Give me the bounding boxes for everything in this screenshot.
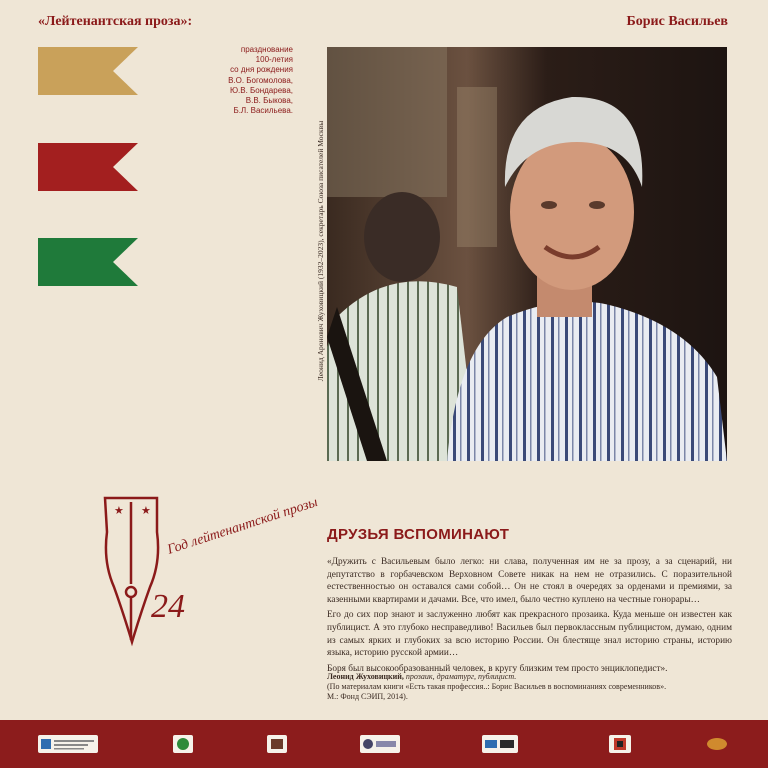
source-note: (По материалам книги «Есть такая профессия..: Борис Васильев в воспоминаниях современников».: [327, 682, 667, 691]
svg-text:Год лейтенантской прозы: Год лейтенантской прозы: [165, 494, 320, 558]
portrait-photo: [327, 47, 727, 461]
partner-logo-icon: [360, 735, 400, 753]
pen-club-logo-icon: [482, 735, 518, 753]
footer-bar: [0, 720, 768, 768]
series-title: «Лейтенантская проза»:: [38, 14, 193, 29]
year-of-lieutenant-prose-emblem-icon: [95, 492, 325, 662]
ministry-logo-icon: [173, 735, 193, 753]
svg-text:24: 24: [151, 588, 185, 625]
ornament-logo-icon: [706, 735, 728, 753]
red-flag-icon: [38, 143, 138, 191]
quote-paragraph: Его до сих пор знают и заслуженно любят как прекрасного прозаика. Куда меньше он известен как публицист. А это глубоко несправедливо! Васильев был первоклассным публицистом, думаю, одним из самых ярких и глубоких за всю историю России. Он блестяще знал историю страны, историю языка, историю русской армии…: [327, 610, 732, 659]
publisher-logo-icon: [609, 735, 631, 753]
quote-paragraph: «Дружить с Васильевым было легко: ни слава, полученная им не за прозу, а за сценарий, ни депутатство в горбачевском Верховном Совете никак на нем не отразились. С поразительной естественностью он оставался сами собой… Он не стоял в очередях за орденами и премиями, за казенными квартирами и дачами. Все, что имел, было честно куплено на честные гонорары…: [327, 557, 732, 605]
signature-block: [327, 672, 732, 702]
presidential-grants-fund-logo-icon: [38, 735, 98, 753]
gold-flag-icon: [38, 47, 138, 95]
section-title: ДРУЗЬЯ ВСПОМИНАЮТ: [327, 526, 510, 543]
signature-role: прозаик, драматург, публицист.: [403, 672, 517, 681]
source-note-publisher: М.: Фонд СЭИП, 2014).: [327, 692, 408, 701]
signature-name: Леонид Жуховицкий,: [327, 672, 404, 681]
photo-caption: Леонид Аронович Жуховицкий (1932–2023), секретарь Союза писателей Москвы: [316, 120, 325, 382]
library-logo-icon: [267, 735, 287, 753]
green-flag-icon: [38, 238, 138, 286]
svg-text:★: ★: [141, 504, 151, 517]
quote-paragraph: Боря был высокообразованный человек, в кругу близким тем просто энциклопедист».: [327, 663, 668, 674]
author-name: Борис Васильев: [626, 14, 728, 29]
quote-text: [327, 556, 732, 678]
occasion-text: празднование 100-летия со дня рождения В.О. Богомолова, Ю.В. Бондарева, В.В. Быкова, Б.Л. Васильева.: [228, 45, 293, 116]
svg-text:★: ★: [114, 504, 124, 517]
